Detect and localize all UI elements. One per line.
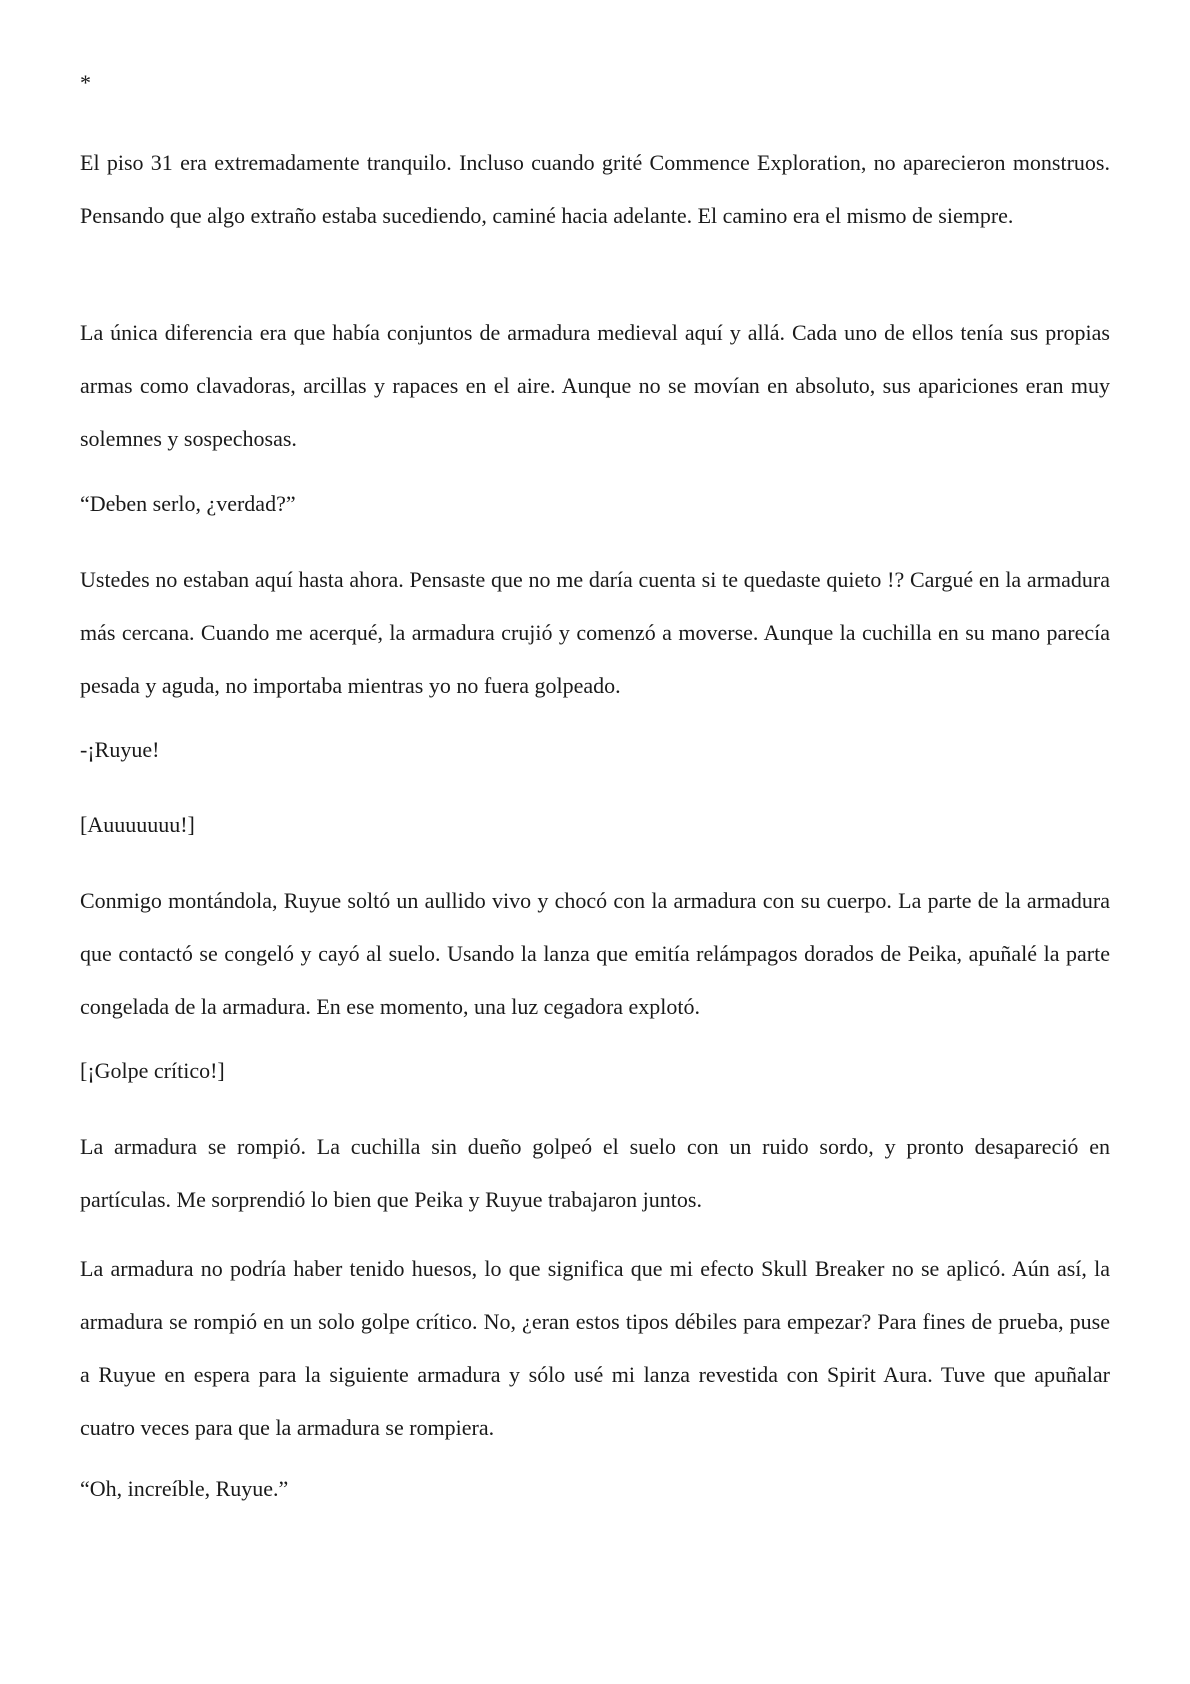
dialogue-line-1: “Deben serlo, ¿verdad?” <box>80 491 296 516</box>
dialogue-line-3: “Oh, increíble, Ruyue.” <box>80 1476 289 1501</box>
paragraph-3: Ustedes no estaban aquí hasta ahora. Pensaste que no me daría cuenta si te quedaste quieto !? Cargué en la armadura más cercana. Cuando me acerqué, la armadura crujió y comenzó a moverse. Aunque la cuchilla en su mano parecía pesada y aguda, no importaba mientras yo no fuera golpeado. <box>80 567 1110 698</box>
system-message-2: [¡Golpe crítico!] <box>80 1058 225 1083</box>
paragraph-5: La armadura se rompió. La cuchilla sin dueño golpeó el suelo con un ruido sordo, y pronto desapareció en partículas. Me sorprendió lo bien que Peika y Ruyue trabajaron juntos. <box>80 1134 1110 1212</box>
dialogue-line-2: -¡Ruyue! <box>80 737 160 762</box>
paragraph-1: El piso 31 era extremadamente tranquilo. Incluso cuando grité Commence Exploration, no aparecieron monstruos. Pensando que algo extraño estaba sucediendo, caminé hacia adelante. El camino era el mismo de siempre. <box>80 150 1110 228</box>
paragraph-4: Conmigo montándola, Ruyue soltó un aullido vivo y chocó con la armadura con su cuerpo. La parte de la armadura que contactó se congeló y cayó al suelo. Usando la lanza que emitía relámpagos dorados de Peika, apuñalé la parte congelada de la armadura. En ese momento, una luz cegadora explotó. <box>80 888 1110 1019</box>
paragraph-6: La armadura no podría haber tenido huesos, lo que significa que mi efecto Skull Breaker no se aplicó. Aún así, la armadura se rompió en un solo golpe crítico. No, ¿eran estos tipos débiles para empezar? Para fines de prueba, puse a Ruyue en espera para la siguiente armadura y sólo usé mi lanza revestida con Spirit Aura. Tuve que apuñalar cuatro veces para que la armadura se rompiera. <box>80 1256 1110 1440</box>
section-separator: * <box>80 70 91 95</box>
system-message-1: [Auuuuuuu!] <box>80 812 195 837</box>
paragraph-2: La única diferencia era que había conjuntos de armadura medieval aquí y allá. Cada uno de ellos tenía sus propias armas como clavadoras, arcillas y rapaces en el aire. Aunque no se movían en absoluto, sus apariciones eran muy solemnes y sospechosas. <box>80 320 1110 451</box>
